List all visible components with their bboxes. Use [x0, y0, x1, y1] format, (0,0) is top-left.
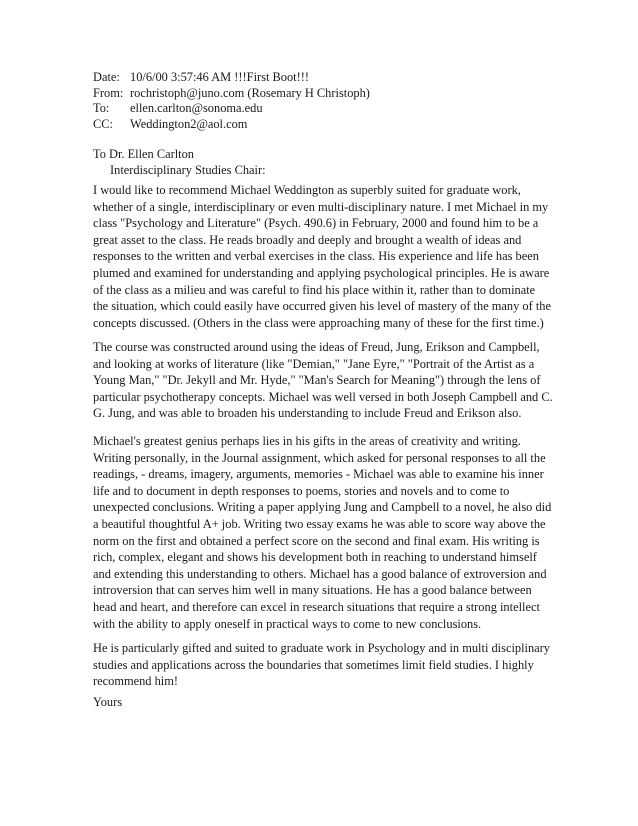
cc-row [93, 117, 370, 133]
body-paragraph-1: I would like to recommend Michael Weddington as superbly suited for graduate work, whether of a single, interdisciplinary or even multi-disciplinary nature. I met Michael in my class "Psychology and Literature" (Psych. 490.6) in February, 2000 and found him to be a great asset to the class. He reads broadly and deeply and brought a wealth of ideas and responses to the written and verbal exercises in the class. His experience and life has been plumed and examined for understanding and applying psychological principles. He is aware of the class as a milieu and was careful to find his place within it, rather than to dominate the situation, which could easily have occurred given his level of mastery of the many of the concepts discussed. (Others in the class were approaching many of these for the first time.) [93, 183, 551, 330]
cc-label: CC: [93, 116, 113, 131]
date-value: 10/6/00 3:57:46 AM !!!First Boot!!! [130, 70, 309, 84]
to-row [93, 101, 370, 117]
from-value: rochristoph@juno.com (Rosemary H Christoph) [130, 85, 370, 100]
closing-signoff: Yours [93, 695, 123, 709]
body-paragraph-2: The course was constructed around using the ideas of Freud, Jung, Erikson and Campbell, and looking at works of literature (like "Demian," "Jane Eyre," "Portrait of the Artist as a Young Man," "Dr. Jekyll and Mr. Hyde," "Man's Search for Meaning") through the lens of particular psychotherapy concepts. Michael was well versed in both Joseph Campbell and C. G. Jung, and was able to broaden his understanding to include Freud and Erikson also. [93, 340, 553, 421]
body-paragraph-3: Michael's greatest genius perhaps lies in his gifts in the areas of creativity and writing. Writing personally, in the Journal assignment, which asked for personal responses to all the readings, - dreams, imagery, arguments, memories - Michael was able to examine his inner life and to document in depth responses to poems, stories and novels and to come to unexpected conclusions. Writing a paper applying Jung and Campbell to a novel, he also did a beautiful thoughtful A+ job. Writing two essay exams he was able to score way above the norm on the first and obtained a perfect score on the second and final exam. His writing is rich, complex, elegant and shows his development both in reaching to understand himself and extending this understanding to others. Michael has a good balance of extroversion and introversion that can serves him well in many situations. He has a good balance between head and heart, and therefore can excel in research situations that require a strong intellect with the ability to apply oneself in practical ways to come to new conclusions. [93, 434, 552, 631]
to-label: To: [93, 101, 110, 115]
from-row [93, 86, 370, 102]
cc-value: Weddington2@aol.com [130, 116, 248, 131]
salutation-title: Interdisciplinary Studies Chair: [110, 163, 266, 177]
to-value: ellen.carlton@sonoma.edu [130, 101, 263, 115]
salutation-recipient: To Dr. Ellen Carlton [93, 147, 194, 161]
date-row [93, 70, 370, 86]
date-label: Date: [93, 70, 120, 84]
email-header [93, 70, 370, 132]
from-label: From: [93, 85, 124, 100]
body-paragraph-4: He is particularly gifted and suited to graduate work in Psychology and in multi disciplinary studies and applications across the boundaries that sometimes limit field studies. I highly recommend him! [93, 641, 550, 689]
salutation [93, 146, 266, 178]
